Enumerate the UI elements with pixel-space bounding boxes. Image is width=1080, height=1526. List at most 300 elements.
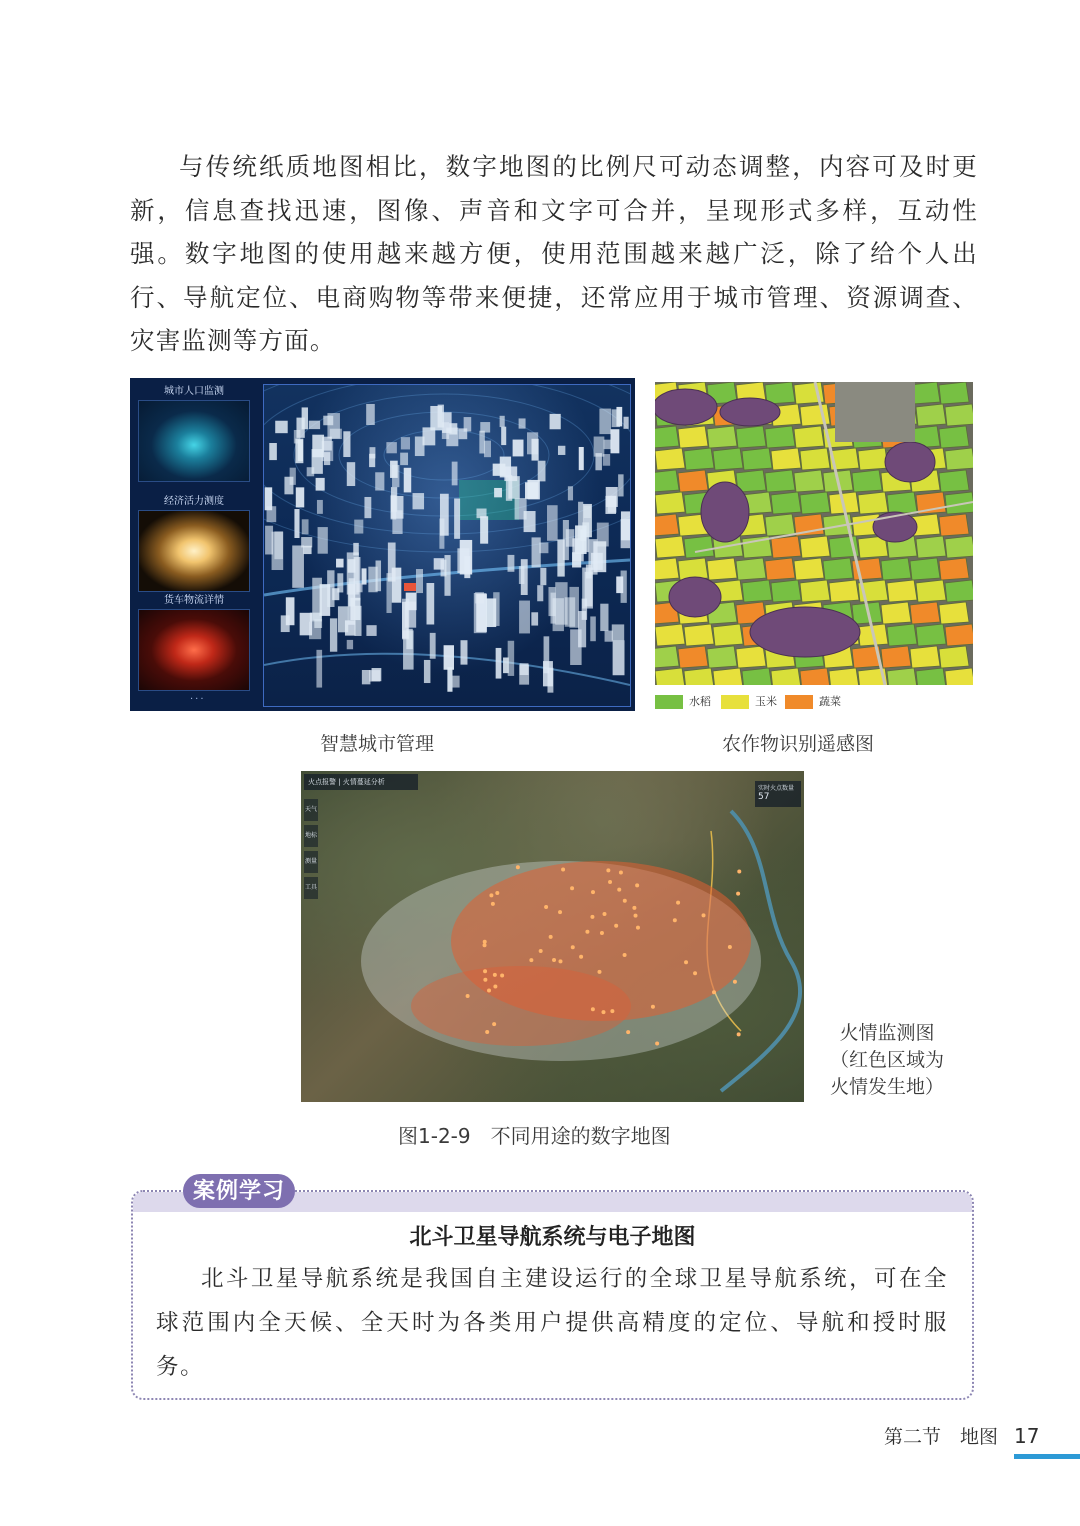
city-building <box>362 670 371 684</box>
city-building <box>392 510 402 534</box>
city-building <box>302 519 309 534</box>
city-building <box>452 462 458 486</box>
crop-field <box>910 602 940 624</box>
crop-field <box>939 514 969 536</box>
crop-field <box>765 558 795 580</box>
fire-caption-line: 火情发生地） <box>829 1076 944 1098</box>
crop-field <box>916 668 946 685</box>
fire-point <box>651 1005 655 1009</box>
city-building <box>336 559 344 568</box>
fire-point <box>632 906 636 910</box>
crop-field <box>945 668 973 685</box>
fire-point <box>623 953 627 957</box>
figure-caption: 图1-2-9 不同用途的数字地图 <box>398 1124 671 1148</box>
fire-point <box>585 930 589 934</box>
crop-field <box>742 580 772 602</box>
crop-field <box>765 470 795 492</box>
city-building <box>415 436 425 456</box>
city-building <box>302 407 308 429</box>
crop-field <box>736 646 766 668</box>
fire-point <box>539 949 543 953</box>
city-building <box>582 568 593 609</box>
city-building <box>332 588 339 600</box>
side-tool-button[interactable]: 地标 <box>304 825 318 847</box>
city-building <box>362 568 367 584</box>
more-panels-indicator: ··· <box>190 694 206 705</box>
fire-point <box>489 893 493 897</box>
crop-field <box>655 492 685 514</box>
city-building <box>386 442 396 453</box>
crop-field <box>713 668 743 685</box>
crop-field <box>910 646 940 668</box>
city-building <box>540 568 546 585</box>
crop-field <box>945 624 973 646</box>
crop-field <box>887 492 917 514</box>
city-building <box>316 478 325 491</box>
city-panel-title: 货车物流详情 <box>164 595 224 606</box>
crop-field <box>736 426 766 448</box>
city-building <box>404 468 411 493</box>
crop-field <box>678 426 708 448</box>
crop-field <box>852 470 882 492</box>
crop-field <box>916 580 946 602</box>
crop-field <box>655 536 685 558</box>
fire-point <box>492 1022 496 1026</box>
fire-point <box>619 870 623 874</box>
city-building <box>452 676 459 688</box>
crop-field <box>916 536 946 558</box>
city-panel-title: 城市人口监测 <box>164 386 224 397</box>
fire-point <box>483 940 487 944</box>
crop-field <box>800 492 830 514</box>
fire-point <box>673 918 677 922</box>
fire-point <box>495 891 499 895</box>
page-footer <box>884 1422 1039 1449</box>
city-building <box>427 583 435 624</box>
city-building <box>338 606 348 632</box>
city-building <box>519 601 530 634</box>
fire-point <box>702 913 706 917</box>
fire-caption-line: （红色区域为 <box>829 1049 944 1071</box>
city-building <box>618 474 623 496</box>
fire-point <box>614 924 618 928</box>
crop-field <box>939 426 969 448</box>
crop-field <box>765 382 795 404</box>
fire-point <box>610 1009 614 1013</box>
crop-field <box>655 558 679 580</box>
fire-point <box>617 888 621 892</box>
city-building <box>300 613 312 636</box>
city-building <box>316 650 322 688</box>
city-building <box>343 431 350 457</box>
case-study-body <box>156 1257 948 1389</box>
crop-field <box>678 470 708 492</box>
crop-field <box>707 646 737 668</box>
fire-point <box>558 959 562 963</box>
city-building <box>584 506 591 518</box>
city-building <box>330 429 342 439</box>
crop-field <box>887 668 917 685</box>
population-thumbnail <box>138 400 250 482</box>
crop-field <box>794 470 824 492</box>
fire-caption <box>822 1020 952 1101</box>
city-building <box>292 545 304 587</box>
city-building <box>578 502 583 540</box>
crop-field <box>939 646 969 668</box>
city-building <box>479 431 485 454</box>
city-building <box>563 520 569 560</box>
city-building <box>496 648 502 679</box>
city-highlight-marker <box>404 583 416 591</box>
city-building <box>486 598 496 627</box>
city-building <box>347 462 355 486</box>
fire-point <box>549 935 553 939</box>
city-building <box>539 542 548 553</box>
crop-field <box>945 580 973 602</box>
fire-point <box>591 890 595 894</box>
city-building <box>501 427 506 445</box>
crop-field <box>945 536 973 558</box>
city-panel-economy <box>135 492 253 592</box>
city-building <box>330 618 337 651</box>
crop-field <box>655 448 685 470</box>
city-building <box>265 526 273 555</box>
crop-field <box>910 558 940 580</box>
side-tool-button[interactable]: 天气 <box>304 799 318 821</box>
side-tool-button[interactable]: 测量 <box>304 851 318 873</box>
city-building <box>401 437 410 449</box>
fire-point <box>693 971 697 975</box>
economy-thumbnail <box>138 510 250 592</box>
crop-field <box>939 382 969 404</box>
city-building <box>527 432 538 454</box>
city-building <box>290 468 296 485</box>
city-building <box>375 472 384 490</box>
fire-point <box>600 931 604 935</box>
city-building <box>444 555 450 596</box>
city-building <box>416 569 423 593</box>
crop-field <box>881 558 911 580</box>
crop-field <box>655 668 685 685</box>
city-building <box>604 440 612 449</box>
fire-point <box>516 865 520 869</box>
city-building <box>508 555 515 572</box>
counter-label: 实时火点数量 <box>758 785 795 792</box>
crop-remote-sensing-image <box>655 382 973 685</box>
crop-field <box>765 514 795 536</box>
city-building <box>508 641 514 676</box>
page-number: 17 <box>1014 1424 1040 1448</box>
city-building <box>623 417 628 429</box>
crop-field <box>684 448 714 470</box>
city-building <box>500 416 505 427</box>
city-building <box>368 567 377 593</box>
fire-point <box>483 978 487 982</box>
city-building <box>369 454 375 467</box>
city-building <box>444 645 454 670</box>
fire-point <box>561 867 565 871</box>
fire-point <box>737 1032 741 1036</box>
crop-field <box>829 580 859 602</box>
city-building <box>579 447 584 470</box>
city-building <box>402 599 409 640</box>
city-panel-population <box>135 382 253 482</box>
crop-field <box>678 646 708 668</box>
city-building <box>314 619 322 628</box>
city-building <box>275 421 287 433</box>
crop-field <box>800 668 830 685</box>
city-building <box>603 454 610 466</box>
city-building <box>550 414 561 429</box>
crop-field <box>684 536 714 558</box>
fire-point <box>552 958 556 962</box>
city-building <box>612 624 624 640</box>
city-building <box>460 540 472 575</box>
crop-pond <box>669 577 721 617</box>
crop-field <box>858 492 888 514</box>
fire-point <box>626 1030 630 1034</box>
city-building <box>612 409 620 427</box>
fire-point <box>590 915 594 919</box>
crop-pond <box>655 389 717 425</box>
crop-field <box>655 426 679 448</box>
fire-point <box>606 868 610 872</box>
fire-hot-zone <box>411 966 631 1046</box>
city-building <box>568 486 573 500</box>
fire-point <box>636 926 640 930</box>
legend-item-rice: 水稻 <box>655 693 711 709</box>
city-building <box>350 598 360 620</box>
legend-swatch <box>655 695 683 709</box>
city-building <box>476 509 486 519</box>
crop-field <box>736 558 766 580</box>
fire-monitoring-image <box>301 771 804 1102</box>
fire-point <box>529 958 533 962</box>
fire-point <box>601 1010 605 1014</box>
fire-point <box>500 973 504 977</box>
crop-field <box>829 668 859 685</box>
crop-field <box>707 426 737 448</box>
city-building <box>400 453 408 466</box>
fire-point <box>597 970 601 974</box>
city-panel-freight <box>135 591 253 691</box>
city-building <box>513 440 524 457</box>
city-building <box>515 498 527 519</box>
crop-field <box>684 668 714 685</box>
crop-pond <box>750 607 860 657</box>
city-building <box>318 527 328 554</box>
fire-point <box>493 984 497 988</box>
city-building <box>294 509 299 538</box>
crop-field <box>887 580 917 602</box>
city-building <box>312 449 323 474</box>
city-building <box>312 578 322 621</box>
smart-city-image <box>130 378 635 711</box>
fire-point <box>635 883 639 887</box>
crop-field <box>713 448 743 470</box>
city-buildings-graphic <box>264 385 630 706</box>
legend-swatch <box>785 695 813 709</box>
fire-point <box>733 980 737 984</box>
city-building <box>493 464 506 476</box>
city-building <box>366 404 375 425</box>
fire-point <box>608 880 612 884</box>
fire-point <box>591 1007 595 1011</box>
fire-point <box>736 892 740 896</box>
city-building <box>494 488 502 497</box>
city-building <box>570 629 581 665</box>
intro-paragraph: 与传统纸质地图相比，数字地图的比例尺可动态调整，内容可及时更新，信息查找迅速，图像、声音和文字可合并，呈现形式多样，互动性强。数字地图的使用越来越方便，使用范围越来越广泛，除了给个人出行、导航定位、电商购物等带来便捷，还常应用于城市管理、资源调查、灾害监测等方面。 <box>130 152 978 355</box>
city-building <box>390 461 398 478</box>
crop-field <box>765 426 795 448</box>
fire-point-counter <box>755 781 801 807</box>
counter-value: 57 <box>758 792 770 802</box>
fire-map-side-tools <box>304 799 318 903</box>
crop-field <box>800 580 830 602</box>
crop-field <box>713 624 743 646</box>
side-tool-button[interactable]: 工具 <box>304 877 318 899</box>
city-building <box>447 667 452 692</box>
city-building <box>317 500 323 514</box>
legend-item-corn: 玉米 <box>721 693 777 709</box>
crop-field <box>771 580 801 602</box>
city-building <box>386 573 391 613</box>
fire-point <box>712 990 716 994</box>
crop-field <box>794 558 824 580</box>
city-building <box>508 476 519 499</box>
city-building <box>354 520 363 534</box>
crop-field <box>742 668 772 685</box>
fire-point <box>485 1030 489 1034</box>
city-building <box>369 670 380 681</box>
city-building <box>364 497 371 518</box>
crop-field <box>916 404 946 426</box>
city-building <box>600 604 608 631</box>
city-caption: 智慧城市管理 <box>320 733 435 755</box>
crop-pond <box>885 442 935 482</box>
city-building <box>434 558 444 569</box>
fire-point <box>655 1042 659 1046</box>
crop-field <box>684 624 714 646</box>
freight-thumbnail <box>138 609 250 691</box>
crop-field <box>655 624 685 646</box>
city-building <box>519 418 526 428</box>
fire-point <box>483 969 487 973</box>
city-building <box>537 585 543 601</box>
fire-point <box>544 905 548 909</box>
crop-field <box>771 668 801 685</box>
city-building <box>323 416 333 426</box>
city-building <box>591 553 603 570</box>
crop-pond <box>720 398 780 426</box>
city-building <box>538 461 546 482</box>
legend-item-vegetable: 蔬菜 <box>785 693 841 709</box>
city-building <box>309 421 320 429</box>
city-building <box>610 429 619 453</box>
city-building <box>558 446 565 455</box>
fire-map-toolbar[interactable]: 火点报警 | 火情蔓延分析 <box>304 774 418 790</box>
city-building <box>476 594 487 632</box>
fire-caption-line: 火情监测图 <box>839 1022 935 1044</box>
city-building <box>269 443 277 460</box>
crop-field <box>800 448 830 470</box>
city-building <box>520 663 529 675</box>
city-building <box>440 494 449 536</box>
city-building <box>354 557 361 600</box>
crop-field <box>939 470 969 492</box>
fire-point <box>483 943 487 947</box>
city-building <box>281 615 290 632</box>
crop-field <box>800 536 830 558</box>
city-building <box>296 487 304 507</box>
crop-caption: 农作物识别遥感图 <box>722 733 875 755</box>
footer-accent-bar <box>1014 1454 1080 1459</box>
city-building <box>347 640 353 649</box>
intro-text <box>130 145 978 363</box>
fire-point <box>487 989 491 993</box>
city-building <box>366 625 376 636</box>
city-building <box>547 505 558 541</box>
city-building <box>616 576 623 593</box>
crop-pond <box>701 482 749 542</box>
legend-swatch <box>721 695 749 709</box>
crop-field <box>655 514 679 536</box>
crop-field <box>655 470 679 492</box>
city-building <box>322 441 334 461</box>
fire-point <box>558 910 562 914</box>
fire-area-graphic <box>301 771 804 1102</box>
fire-point <box>491 902 495 906</box>
city-3d-scene <box>263 384 631 707</box>
crop-field <box>916 624 946 646</box>
crop-field <box>771 492 801 514</box>
crop-field <box>655 646 679 668</box>
crop-field <box>881 602 911 624</box>
crop-field <box>887 624 917 646</box>
city-panel-title: 经济活力测度 <box>164 496 224 507</box>
crop-field <box>939 558 969 580</box>
crop-field <box>945 448 973 470</box>
fire-point <box>579 955 583 959</box>
city-building <box>438 405 444 428</box>
crop-field <box>945 404 973 426</box>
crop-field <box>771 448 801 470</box>
crop-field <box>707 558 737 580</box>
city-building <box>525 482 538 499</box>
fire-point <box>466 994 470 998</box>
fire-point <box>737 869 741 873</box>
city-building <box>597 523 609 547</box>
city-building <box>274 531 283 559</box>
city-building <box>519 566 525 584</box>
city-building <box>551 593 556 624</box>
fire-point <box>728 945 732 949</box>
case-study-paragraph: 北斗卫星导航系统是我国自主建设运行的全球卫星导航系统，可在全球范围内全天候、全天时为各类用户提供高精度的定位、导航和授时服务。 <box>156 1266 948 1380</box>
case-study-tag: 案例学习 <box>183 1174 295 1208</box>
crop-field <box>939 602 969 624</box>
fire-point <box>676 901 680 905</box>
crop-village <box>835 382 915 442</box>
fire-point <box>602 912 606 916</box>
crop-field <box>823 558 853 580</box>
city-building <box>413 493 425 509</box>
fire-point <box>570 886 574 890</box>
fire-point <box>623 899 627 903</box>
fire-point <box>571 945 575 949</box>
city-building <box>555 582 567 624</box>
city-building <box>572 552 581 567</box>
crop-field-map <box>655 382 973 685</box>
